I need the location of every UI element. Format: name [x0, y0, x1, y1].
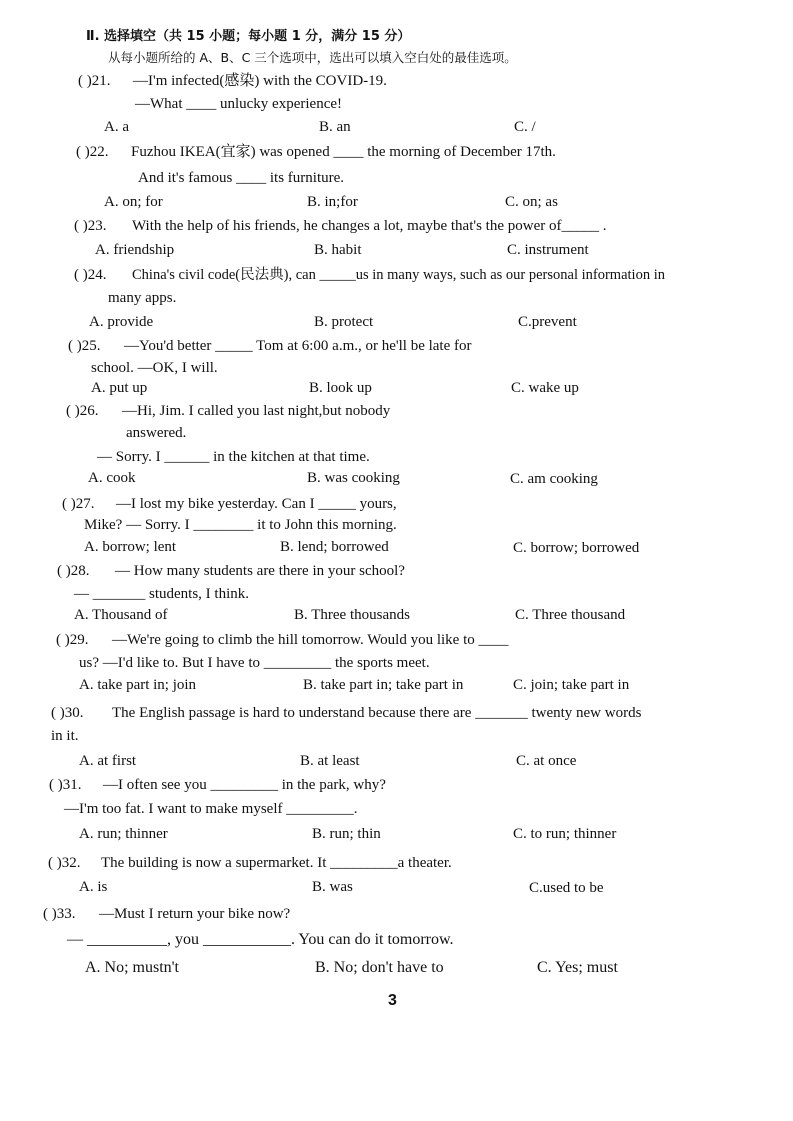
- question-stem: answered.: [126, 425, 187, 441]
- option-a[interactable]: A. provide: [89, 314, 154, 330]
- option-c[interactable]: C. Yes; must: [537, 959, 618, 976]
- question-stem: — Sorry. I ______ in the kitchen at that time.: [97, 449, 370, 465]
- question-number: ( )30.: [51, 705, 84, 721]
- option-c[interactable]: C. to run; thinner: [513, 826, 617, 842]
- option-a[interactable]: A. a: [104, 119, 129, 135]
- option-a[interactable]: A. run; thinner: [79, 826, 168, 842]
- option-b[interactable]: B. was cooking: [307, 470, 400, 486]
- option-b[interactable]: B. take part in; take part in: [303, 677, 464, 693]
- question-number: ( )26.: [66, 403, 99, 419]
- question-stem: in it.: [51, 728, 79, 744]
- option-c[interactable]: C. Three thousand: [515, 607, 626, 623]
- option-a[interactable]: A. take part in; join: [79, 677, 197, 693]
- option-c[interactable]: C. wake up: [511, 380, 579, 396]
- option-b[interactable]: B. was: [312, 879, 353, 895]
- option-c[interactable]: C. join; take part in: [513, 677, 630, 693]
- question-number: ( )29.: [56, 632, 89, 648]
- option-a[interactable]: A. at first: [79, 753, 137, 769]
- question-stem: The building is now a supermarket. It _________a theater.: [101, 855, 452, 871]
- question-number: ( )33.: [43, 906, 76, 922]
- option-b[interactable]: B. look up: [309, 380, 372, 396]
- page-number: 3: [388, 992, 397, 1009]
- option-c[interactable]: C. on; as: [505, 194, 558, 210]
- option-c[interactable]: C. /: [514, 119, 536, 135]
- question-number: ( )24.: [74, 267, 107, 283]
- question-stem: many apps.: [108, 290, 177, 306]
- option-a[interactable]: A. put up: [91, 380, 148, 396]
- option-c[interactable]: C. at once: [516, 753, 577, 769]
- option-a[interactable]: A. borrow; lent: [84, 539, 177, 555]
- question-number: ( )28.: [57, 563, 90, 579]
- question-stem: —You'd better _____ Tom at 6:00 a.m., or he'll be late for: [124, 338, 472, 354]
- question-number: ( )27.: [62, 496, 95, 512]
- option-b[interactable]: B. lend; borrowed: [280, 539, 389, 555]
- question-number: ( )25.: [68, 338, 101, 354]
- option-c[interactable]: C. instrument: [507, 242, 589, 258]
- option-b[interactable]: B. run; thin: [312, 826, 381, 842]
- question-stem: —Hi, Jim. I called you last night,but nobody: [122, 403, 391, 419]
- option-b[interactable]: B. protect: [314, 314, 374, 330]
- question-stem: —What ____ unlucky experience!: [135, 96, 343, 112]
- question-stem: school. —OK, I will.: [91, 360, 218, 376]
- option-b[interactable]: B. an: [319, 119, 351, 135]
- question-stem: China's civil code(民法典), can _____us in many ways, such as our personal information in: [132, 267, 665, 283]
- option-b[interactable]: B. habit: [314, 242, 362, 258]
- question-stem: — How many students are there in your school?: [115, 563, 405, 579]
- question-stem: —We're going to climb the hill tomorrow. Would you like to ____: [112, 632, 509, 648]
- section-instruction: 从每小题所给的 A、B、C 三个选项中，选出可以填入空白处的最佳选项。: [108, 50, 517, 65]
- option-a[interactable]: A. on; for: [104, 194, 163, 210]
- option-a[interactable]: A. is: [79, 879, 108, 895]
- question-stem: The English passage is hard to understand because there are _______ twenty new words: [112, 705, 642, 721]
- question-stem: us? —I'd like to. But I have to _________ the sports meet.: [79, 655, 430, 671]
- question-stem: Mike? — Sorry. I ________ it to John this morning.: [84, 517, 397, 533]
- question-stem: — __________, you ___________. You can do it tomorrow.: [67, 931, 454, 948]
- question-stem: And it's famous ____ its furniture.: [138, 170, 345, 186]
- question-number: ( )32.: [48, 855, 81, 871]
- option-c[interactable]: C.used to be: [529, 880, 604, 896]
- question-number: ( )22.: [76, 144, 109, 160]
- option-b[interactable]: B. Three thousands: [294, 607, 410, 623]
- question-stem: —I often see you _________ in the park, why?: [103, 777, 386, 793]
- question-stem: With the help of his friends, he changes a lot, maybe that's the power of_____ .: [132, 218, 607, 234]
- question-number: ( )23.: [74, 218, 107, 234]
- option-a[interactable]: A. friendship: [95, 242, 175, 258]
- option-a[interactable]: A. Thousand of: [74, 607, 168, 623]
- option-b[interactable]: B. No; don't have to: [315, 959, 444, 976]
- option-b[interactable]: B. at least: [300, 753, 360, 769]
- option-b[interactable]: B. in;for: [307, 194, 358, 210]
- question-stem: —I lost my bike yesterday. Can I _____ yours,: [116, 496, 397, 512]
- option-a[interactable]: A. No; mustn't: [85, 959, 179, 976]
- option-c[interactable]: C. borrow; borrowed: [513, 540, 640, 556]
- question-stem: — _______ students, I think.: [74, 586, 249, 602]
- question-stem: Fuzhou IKEA(宜家) was opened ____ the morning of December 17th.: [131, 144, 556, 160]
- question-stem: —I'm too fat. I want to make myself _________.: [64, 801, 358, 817]
- question-number: ( )21.: [78, 73, 111, 89]
- option-c[interactable]: C.prevent: [518, 314, 577, 330]
- question-stem: —I'm infected(感染) with the COVID-19.: [133, 73, 387, 89]
- question-number: ( )31.: [49, 777, 82, 793]
- option-a[interactable]: A. cook: [88, 470, 136, 486]
- option-c[interactable]: C. am cooking: [510, 471, 598, 487]
- section-title: Ⅱ. 选择填空（共 15 小题；每小题 1 分，满分 15 分）: [86, 29, 411, 44]
- question-stem: —Must I return your bike now?: [99, 906, 291, 922]
